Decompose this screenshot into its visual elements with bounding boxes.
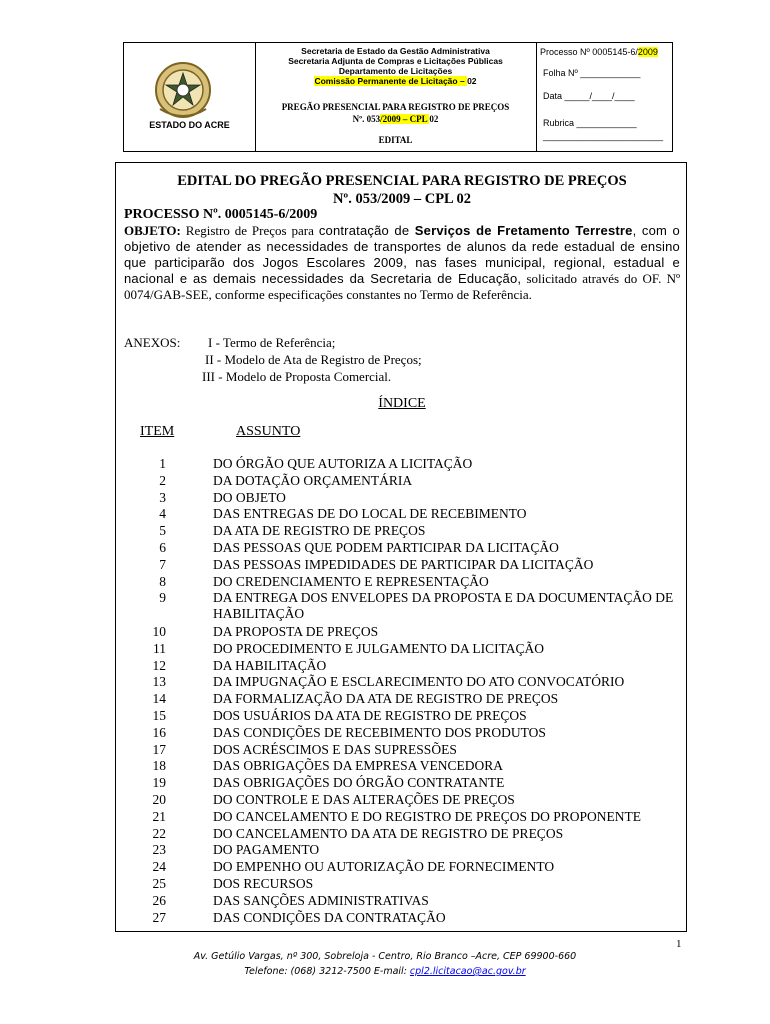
index-item-title: DO OBJETO <box>213 489 286 505</box>
edital-body-box <box>115 162 687 932</box>
secretaria-line: Secretaria de Estado da Gestão Administrativa <box>301 46 490 56</box>
processo-line: PROCESSO Nº. 0005145-6/2009 <box>124 207 318 222</box>
anexo-item: III - Modelo de Proposta Comercial. <box>202 369 392 384</box>
processo-ref-year: 2009 <box>637 47 658 57</box>
index-item-number: 5 <box>159 523 166 539</box>
processo-ref <box>540 47 658 57</box>
index-item-title: DO EMPENHO OU AUTORIZAÇÃO DE FORNECIMENTO <box>213 859 555 875</box>
index-item-number: 17 <box>152 741 166 757</box>
index-item-number: 26 <box>152 892 166 908</box>
index-item-title: DA DOTAÇÃO ORÇAMENTÁRIA <box>213 472 413 488</box>
objeto-text-d: solicitado através do OF. Nº 0074/GAB-SEE, conforme especificações constantes no Termo de Referência. <box>124 271 680 302</box>
index-item-title: DO CREDENCIAMENTO E REPRESENTAÇÃO <box>213 573 489 589</box>
index-item-number: 7 <box>159 556 166 572</box>
index-item-title: DO CANCELAMENTO DA ATA DE REGISTRO DE PREÇOS <box>213 825 564 841</box>
index-item-title: DO CONTROLE E DAS ALTERAÇÕES DE PREÇOS <box>213 792 515 807</box>
footer-email-link[interactable]: cpl2.licitacao@ac.gov.br <box>409 966 526 977</box>
rubrica-line: ________________________ <box>543 131 664 141</box>
index-item-number: 14 <box>152 691 166 707</box>
index-item-number: 9 <box>159 590 166 606</box>
index-item-number: 22 <box>152 825 166 841</box>
header-center-cell <box>255 43 537 151</box>
document-number: Nº. 053/2009 – CPL 02 <box>332 191 472 207</box>
index-item-title: DA FORMALIZAÇÃO DA ATA DE REGISTRO DE PREÇOS <box>213 691 559 707</box>
document-title: EDITAL DO PREGÃO PRESENCIAL PARA REGISTRO DE PREÇOS <box>177 173 627 189</box>
index-item-number: 27 <box>152 909 166 925</box>
index-item-number: 21 <box>152 808 166 824</box>
column-header-assunto: ASSUNTO <box>236 424 301 439</box>
index-item-title: DA IMPUGNAÇÃO E ESCLARECIMENTO DO ATO CONVOCATÓRIO <box>213 674 625 690</box>
footer-contact <box>0 966 770 977</box>
index-item-title: DAS CONDIÇÕES DA CONTRATAÇÃO <box>213 909 446 925</box>
edital-heading: EDITAL <box>378 135 413 145</box>
header-table <box>123 42 673 152</box>
index-item-number: 15 <box>152 708 166 723</box>
index-item-number: 18 <box>152 758 166 774</box>
index-item-number: 3 <box>159 489 166 505</box>
footer-phone: Telefone: (068) 3212-7500 E-mail: <box>244 966 410 977</box>
index-item-title: DAS SANÇÕES ADMINISTRATIVAS <box>213 892 429 908</box>
header-right-cell <box>536 43 673 151</box>
index-item-title: DA ATA DE REGISTRO DE PREÇOS <box>213 523 426 539</box>
index-item-title: DA PROPOSTA DE PREÇOS <box>213 624 379 639</box>
anexo-item: II - Modelo de Ata de Registro de Preços; <box>205 352 422 367</box>
comissao-text: Comissão Permanente de Licitação – <box>314 76 468 86</box>
index-item-number: 8 <box>159 573 166 589</box>
index-item-number: 10 <box>152 624 166 639</box>
index-item-number: 6 <box>159 540 166 555</box>
pregao-number-suffix: 02 <box>429 114 439 124</box>
pregao-number-prefix: Nº. 053 <box>352 114 381 124</box>
index-item-title: DAS ENTREGAS DE DO LOCAL DE RECEBIMENTO <box>213 506 527 522</box>
secretaria-adjunta-line: Secretaria Adjunta de Compras e Licitações Públicas <box>288 56 503 66</box>
header-logo-cell <box>124 43 256 151</box>
index-item-title: DOS USUÁRIOS DA ATA DE REGISTRO DE PREÇOS <box>213 708 527 723</box>
objeto-text-c: , com o objetivo de atender as necessidades de transportes de alunos da rede estadual de ensino que participarão dos Jogos Escolares 2009, nas fases municipal, regional, estadual e nacional e as demais necessidades da Secretaria de Educação, <box>124 223 680 286</box>
anexo-item: I - Termo de Referência; <box>208 335 336 350</box>
data-field: Data _____/____/____ <box>543 91 635 101</box>
objeto-paragraph <box>124 223 680 303</box>
index-item-title: DO CANCELAMENTO E DO REGISTRO DE PREÇOS DO PROPONENTE <box>213 808 642 824</box>
index-item-title: DO PAGAMENTO <box>213 842 320 858</box>
index-item-title: DA HABILITAÇÃO <box>213 657 327 673</box>
pregao-number-highlight: /2009 – CPL <box>380 114 430 124</box>
footer-address: Av. Getúlio Vargas, nº 300, Sobreloja - Centro, Rio Branco –Acre, CEP 69900-660 <box>193 951 577 962</box>
index-item-title: DAS PESSOAS IMPEDIDADES DE PARTICIPAR DA LICITAÇÃO <box>213 556 594 572</box>
anexos-label: ANEXOS: <box>124 335 181 350</box>
index-item-number: 4 <box>159 506 166 522</box>
index-item-title: DO PROCEDIMENTO E JULGAMENTO DA LICITAÇÃO <box>213 640 545 656</box>
index-item-title: DAS OBRIGAÇÕES DO ÓRGÃO CONTRATANTE <box>213 775 505 791</box>
index-item-title: DA ENTREGA DOS ENVELOPES DA PROPOSTA E DA DOCUMENTAÇÃO DE HABILITAÇÃO <box>213 590 674 622</box>
index-item-title: DAS OBRIGAÇÕES DA EMPRESA VENCEDORA <box>213 758 504 774</box>
objeto-text-b: contratação de <box>318 223 415 238</box>
rubrica-field: Rubrica ____________ <box>543 118 637 128</box>
index-item-number: 12 <box>152 657 166 673</box>
index-item-number: 16 <box>152 724 166 740</box>
pregao-title: PREGÃO PRESENCIAL PARA REGISTRO DE PREÇOS <box>281 102 510 112</box>
state-seal-icon <box>154 61 212 119</box>
comissao-line <box>255 76 536 86</box>
index-item-title: DAS PESSOAS QUE PODEM PARTICIPAR DA LICITAÇÃO <box>213 540 559 555</box>
index-item-title: DAS CONDIÇÕES DE RECEBIMENTO DOS PRODUTOS <box>213 724 546 740</box>
column-header-item: ITEM <box>140 424 175 439</box>
processo-ref-prefix: Processo Nº 0005145-6/ <box>540 47 638 57</box>
index-item-title: DOS RECURSOS <box>213 876 314 891</box>
index-item-number: 23 <box>152 842 166 858</box>
index-item-number: 19 <box>152 775 166 791</box>
folha-field: Folha Nº ____________ <box>543 68 641 78</box>
index-item-number: 13 <box>152 674 166 690</box>
pregao-heading <box>255 101 536 125</box>
departamento-line: Departamento de Licitações <box>338 66 453 76</box>
page-number: 1 <box>676 938 682 950</box>
comissao-num: 02 <box>467 76 477 86</box>
objeto-service: Serviços de Fretamento Terrestre <box>414 223 633 238</box>
index-item-number: 25 <box>152 876 166 891</box>
indice-heading: ÍNDICE <box>378 396 426 411</box>
index-item-title: DO ÓRGÃO QUE AUTORIZA A LICITAÇÃO <box>213 456 473 471</box>
objeto-label: OBJETO: <box>124 223 181 238</box>
index-item-number: 1 <box>159 456 166 471</box>
pregao-number <box>255 113 536 125</box>
index-item-number: 20 <box>152 792 166 807</box>
index-item-number: 11 <box>153 640 166 656</box>
index-item-title: DOS ACRÉSCIMOS E DAS SUPRESSÕES <box>213 741 457 757</box>
state-name: ESTADO DO ACRE <box>149 120 230 130</box>
index-item-number: 2 <box>159 472 166 488</box>
objeto-text-a: Registro de Preços para <box>180 223 319 238</box>
index-item-number: 24 <box>152 859 166 875</box>
